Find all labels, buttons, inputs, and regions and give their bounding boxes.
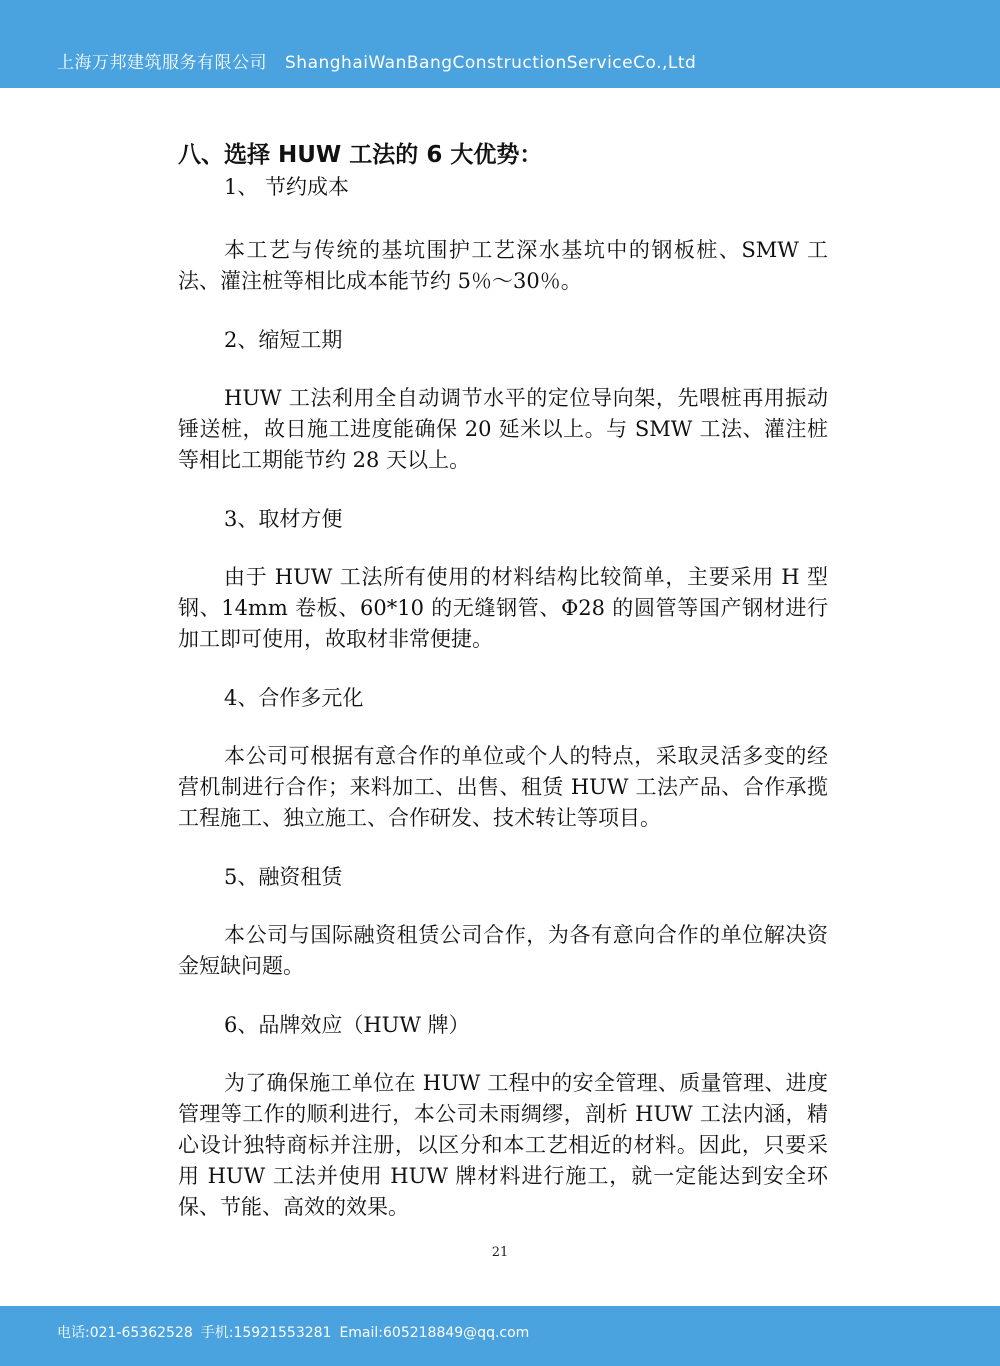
advantage-body: 本工艺与传统的基坑围护工艺深水基坑中的钢板桩、SMW 工法、灌注桩等相比成本能节约 5％～30％。 [178, 238, 828, 293]
advantage-item-4 [178, 683, 828, 834]
advantage-heading: 4、合作多元化 [224, 686, 364, 710]
advantage-item-6 [178, 1010, 828, 1223]
advantage-heading: 6、品牌效应（HUW 牌） [224, 1013, 470, 1037]
page-number: 21 [491, 1245, 509, 1260]
page-header [0, 0, 1000, 88]
page-footer [0, 1306, 1000, 1366]
footer-email: Email:605218849@qq.com [339, 1325, 530, 1341]
company-name-en: ShanghaiWanBangConstructionServiceCo.,Ltd [285, 53, 697, 73]
company-name-cn: 上海万邦建筑服务有限公司 [57, 53, 267, 73]
footer-mobile: 手机:15921553281 [200, 1325, 332, 1341]
advantage-item-2 [178, 325, 828, 476]
header-company [57, 48, 696, 73]
footer-contact [57, 1322, 537, 1342]
section-title: 八、选择 HUW 工法的 6 大优势： [178, 142, 543, 168]
advantage-heading: 1、 节约成本 [224, 175, 350, 199]
advantage-item-1 [178, 172, 828, 297]
advantage-body: 由于 HUW 工法所有使用的材料结构比较简单，主要采用 H 型钢、14mm 卷板、60*10 的无缝钢管、Φ28 的圆管等国产钢材进行加工即可使用，故取材非常便捷。 [178, 565, 828, 651]
advantage-heading: 2、缩短工期 [224, 328, 343, 352]
advantage-item-3 [178, 504, 828, 655]
footer-phone: 电话:021-65362528 [57, 1325, 193, 1341]
advantage-item-5 [178, 862, 828, 982]
advantage-body: 为了确保施工单位在 HUW 工程中的安全管理、质量管理、进度管理等工作的顺利进行，本公司未雨绸缪，剖析 HUW 工法内涵，精心设计独特商标并注册，以区分和本工艺相近的材料。因此，只要采用 HUW 工法并使用 HUW 牌材料进行施工，就一定能达到安全环保、节能、高效的效果。 [178, 1071, 828, 1219]
advantage-body: 本公司与国际融资租赁公司合作，为各有意向合作的单位解决资金短缺问题。 [178, 923, 828, 978]
document-body [178, 140, 828, 1223]
advantage-body: 本公司可根据有意合作的单位或个人的特点，采取灵活多变的经营机制进行合作；来料加工、出售、租赁 HUW 工法产品、合作承揽工程施工、独立施工、合作研发、技术转让等项目。 [178, 744, 828, 830]
advantage-heading: 5、融资租赁 [224, 865, 343, 889]
advantage-body: HUW 工法利用全自动调节水平的定位导向架，先喂桩再用振动锤送桩，故日施工进度能确保 20 延米以上。与 SMW 工法、灌注桩等相比工期能节约 28 天以上。 [178, 386, 828, 472]
advantage-heading: 3、取材方便 [224, 507, 343, 531]
